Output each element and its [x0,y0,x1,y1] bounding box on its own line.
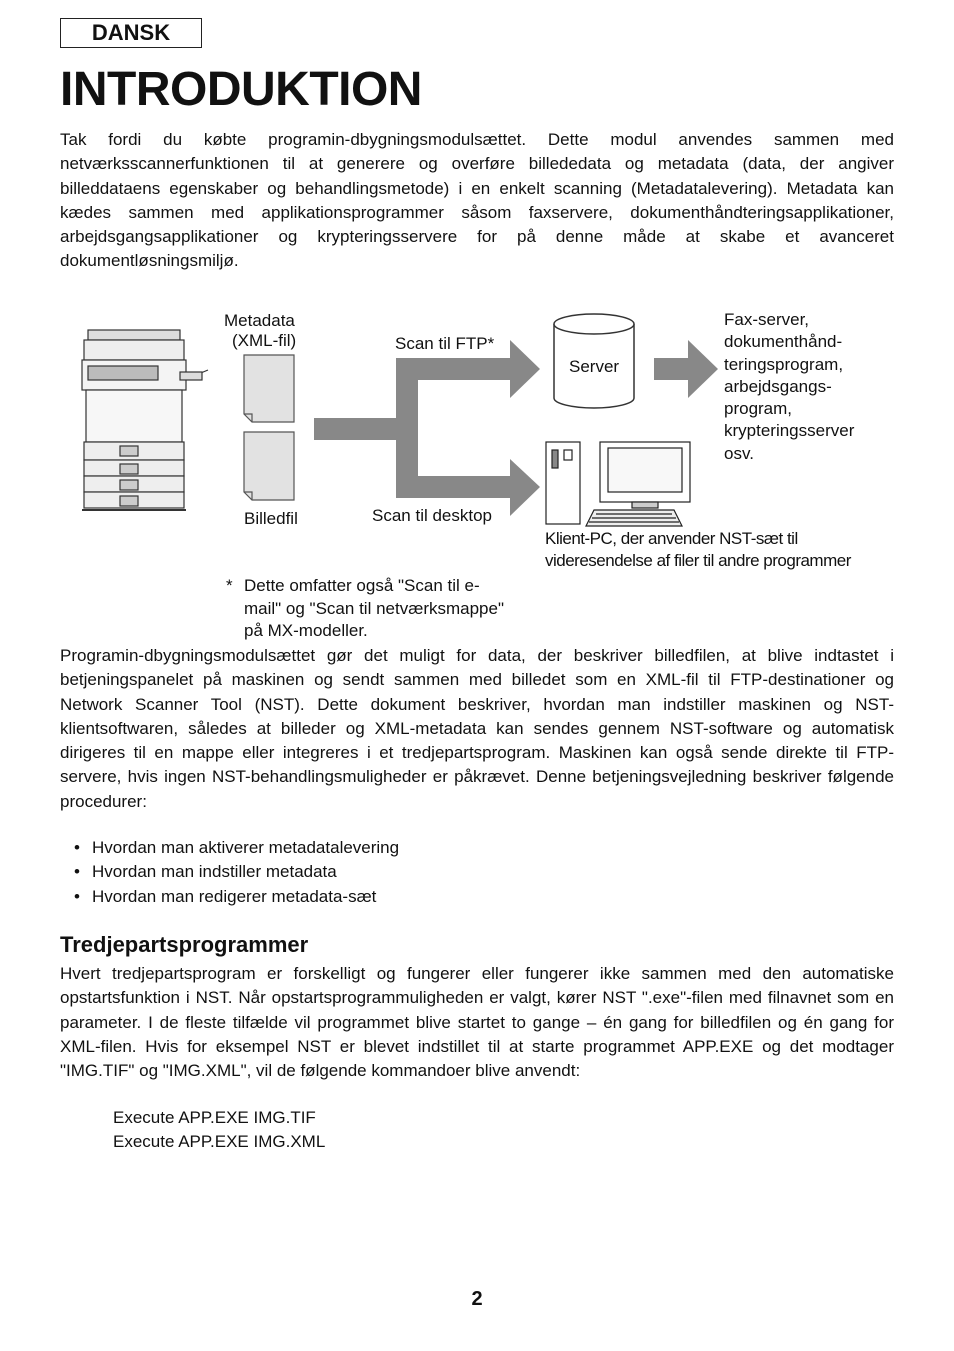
page-title: INTRODUKTION [60,63,422,116]
metadata-format-label: (XML-fil) [232,331,297,350]
command-examples [113,1106,325,1155]
page-number: 2 [471,1288,483,1310]
section-heading: Tredjepartsprogrammer [60,932,309,957]
client-pc-icon [546,442,690,526]
list-item: • Hvordan man redigerer metadata-sæt [60,885,399,909]
metadata-delivery-diagram [60,300,894,645]
metadata-label: Metadata [224,311,295,330]
xml-document-icon [244,355,294,422]
routing-arrows [314,340,540,516]
scan-to-desktop-label: Scan til desktop [372,506,493,525]
list-item: • Hvordan man indstiller metadata [60,860,399,884]
list-item: • Hvordan man aktiverer metadatalevering [60,836,399,860]
client-pc-caption: Klient-PC, der anvender NST-sæt til videresendelse af filer til andre programmer [545,529,851,570]
command-line: Execute APP.EXE IMG.XML [113,1132,326,1152]
command-line: Execute APP.EXE IMG.TIF [113,1108,316,1127]
description-paragraph: Programin-dbygningsmodulsættet gør det muligt for data, der beskriver billedfilen, at blive indtastet i betjeningspanelet på maskinen og sendt sammen med billedet som en XML-fil til FTP-destinationer og Network Scanner Tool (NST). Dette dokument beskriver, hvordan man indstiller maskinen og NST-klientsoftwaren, således at billeder og XML-metadata kan sendes gennem NST-software og automatisk dirigeres til en mappe eller integreres i et tredjepartsprogram. Maskinen kan også sende direkte til FTP-servere, hvis ingen NST-behandlingsmuligheder er påkrævet. Denne betjeningsvejledning beskriver følgende procedurer: [60,646,894,811]
language-tab: DANSK [60,18,202,48]
image-file-label: Billedfil [244,509,298,528]
destination-programs-list: Fax-server, dokumenthånd- teringsprogram, arbejdsgangs- program, krypteringsserver osv. [724,310,855,463]
intro-paragraph: Tak fordi du købte programin-dbygningsmodulsættet. Dette modul anvendes sammen med netværksscannerfunktionen til at generere og overføre billededata og metadata (data, der angiver billeddataens egenskaber og behandlingsmetode) i en enkelt scanning (Metadatalevering). Metadata kan kædes sammen med applikationsprogrammer såsom faxservere, dokumenthåndteringsapplikationer, arbejdsgangsapplikationer og krypteringsservere for på denne måde at skabe et avanceret dokumentløsningsmiljø. [60,130,894,271]
third-party-paragraph: Hvert tredjepartsprogram er forskelligt og fungerer eller fungerer ikke sammen med den automatiske opstartsfunktion i NST. Når opstartsprogrammuligheden er valgt, kører NST ".exe"-filen med filnavnet som en parameter. I de fleste tilfælde vil programmet blive startet to gange – én gang for billedfilen og én gang for XML-filen. Hvis for eksempel NST er blevet indstillet til at starte programmet APP.EXE og det modtager "IMG.TIF" og "IMG.XML", vil de følgende kommandoer blive anvendt: [60,964,894,1081]
footnote: Dette omfatter også "Scan til e- mail" og "Scan til netværksmappe" på MX-modeller. [244,576,504,640]
server-label: Server [569,357,620,376]
scan-to-ftp-label: Scan til FTP* [395,334,495,353]
image-file-icon [244,432,294,500]
mfp-machine-illustration [82,330,208,510]
footnote-marker: * [226,576,233,595]
forward-arrow-icon [654,340,718,398]
procedure-list [60,836,399,909]
